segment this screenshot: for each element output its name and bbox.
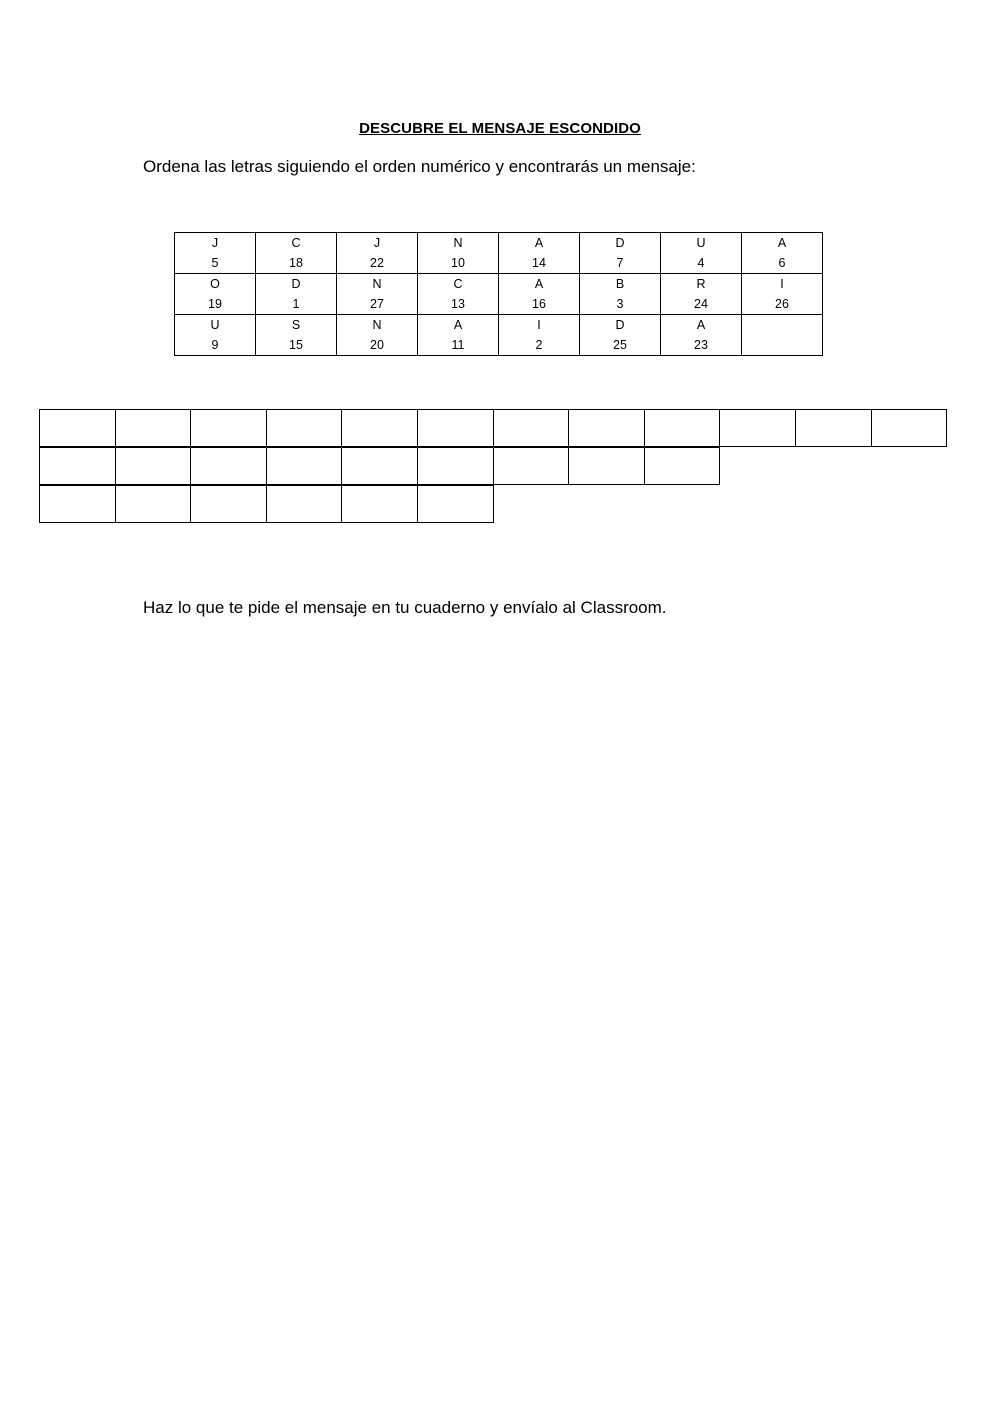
clue-cell [499,233,580,274]
clue-number: 10 [451,256,465,270]
clue-cell [742,274,823,315]
answer-cell[interactable] [795,409,872,447]
clue-number: 1 [292,297,300,311]
clue-cell [499,274,580,315]
clue-number: 16 [532,297,546,311]
clue-row-2 [175,274,823,315]
clue-cell [337,274,418,315]
clue-letter: U [210,318,220,332]
clue-letter: A [534,236,544,250]
answer-cell[interactable] [39,409,116,447]
clue-row-3 [175,315,823,356]
clue-letter: B [615,277,625,291]
clue-letter: D [615,318,625,332]
clue-cell-empty [742,315,823,356]
clue-cell [337,315,418,356]
clue-cell [256,274,337,315]
clue-letter: D [615,236,625,250]
clue-number: 20 [370,338,384,352]
clue-letter: A [453,318,463,332]
clue-cell [418,315,499,356]
footer-instruction-text: Haz lo que te pide el mensaje en tu cuaderno y envíalo al Classroom. [143,598,667,617]
clue-cell [175,274,256,315]
clue-letter: N [453,236,463,250]
clue-letter: A [696,318,706,332]
clue-cell [256,315,337,356]
answer-cell[interactable] [644,447,721,485]
clue-letter: J [211,236,219,250]
clue-number: 27 [370,297,384,311]
clue-number: 2 [535,338,543,352]
answer-cell[interactable] [568,447,645,485]
answer-cell[interactable] [417,409,494,447]
clue-cell [580,274,661,315]
clue-number: 3 [616,297,624,311]
answer-cell[interactable] [644,409,721,447]
answer-row [39,409,946,447]
answer-row [39,447,946,485]
clue-number: 24 [694,297,708,311]
clue-cell [661,233,742,274]
answer-cell[interactable] [266,447,343,485]
clue-number: 26 [775,297,789,311]
answer-cell[interactable] [115,409,192,447]
clue-number: 19 [208,297,222,311]
clue-number: 7 [616,256,624,270]
answer-cell[interactable] [115,447,192,485]
page-title: DESCUBRE EL MENSAJE ESCONDIDO [359,120,641,137]
clue-cell [742,233,823,274]
answer-grid [39,409,946,523]
clue-row-1 [175,233,823,274]
clue-letter: I [780,277,784,291]
clue-letter: S [291,318,301,332]
clue-number: 5 [211,256,219,270]
answer-cell[interactable] [341,409,418,447]
clue-cell [418,274,499,315]
clue-cell [661,274,742,315]
answer-cell[interactable] [190,409,267,447]
clue-number: 13 [451,297,465,311]
clue-letter: A [534,277,544,291]
clue-number: 9 [211,338,219,352]
answer-cell[interactable] [719,409,796,447]
answer-row [39,485,946,523]
clue-number: 4 [697,256,705,270]
clue-cell [418,233,499,274]
clue-number: 15 [289,338,303,352]
clue-cell [256,233,337,274]
clue-number: 25 [613,338,627,352]
answer-cell[interactable] [190,447,267,485]
clue-letter: I [537,318,541,332]
clue-letter: N [372,318,382,332]
clue-cell [661,315,742,356]
clue-letter: C [291,236,301,250]
clue-table [174,232,823,356]
clue-number: 22 [370,256,384,270]
clue-cell [337,233,418,274]
clue-letter: A [777,236,787,250]
clue-letter: U [696,236,706,250]
clue-number: 14 [532,256,546,270]
answer-cell[interactable] [39,447,116,485]
clue-letter: D [291,277,301,291]
clue-cell [580,315,661,356]
clue-letter: R [696,277,706,291]
answer-cell[interactable] [493,447,570,485]
clue-number: 23 [694,338,708,352]
answer-cell[interactable] [417,447,494,485]
clue-cell [175,233,256,274]
clue-number: 11 [451,338,465,352]
answer-cell[interactable] [115,485,192,523]
clue-letter: O [210,277,220,291]
answer-cell[interactable] [568,409,645,447]
answer-cell[interactable] [493,409,570,447]
answer-cell[interactable] [266,409,343,447]
answer-cell[interactable] [39,485,116,523]
clue-letter: J [373,236,381,250]
clue-number: 18 [289,256,303,270]
clue-letter: N [372,277,382,291]
answer-cell[interactable] [871,409,948,447]
clue-cell [499,315,580,356]
answer-cell[interactable] [341,447,418,485]
answer-cell[interactable] [341,485,418,523]
answer-cell[interactable] [266,485,343,523]
clue-number: 6 [778,256,786,270]
clue-cell [175,315,256,356]
instruction-text: Ordena las letras siguiendo el orden numérico y encontrarás un mensaje: [143,157,696,176]
clue-letter: C [453,277,463,291]
answer-cell[interactable] [190,485,267,523]
answer-cell[interactable] [417,485,494,523]
clue-cell [580,233,661,274]
